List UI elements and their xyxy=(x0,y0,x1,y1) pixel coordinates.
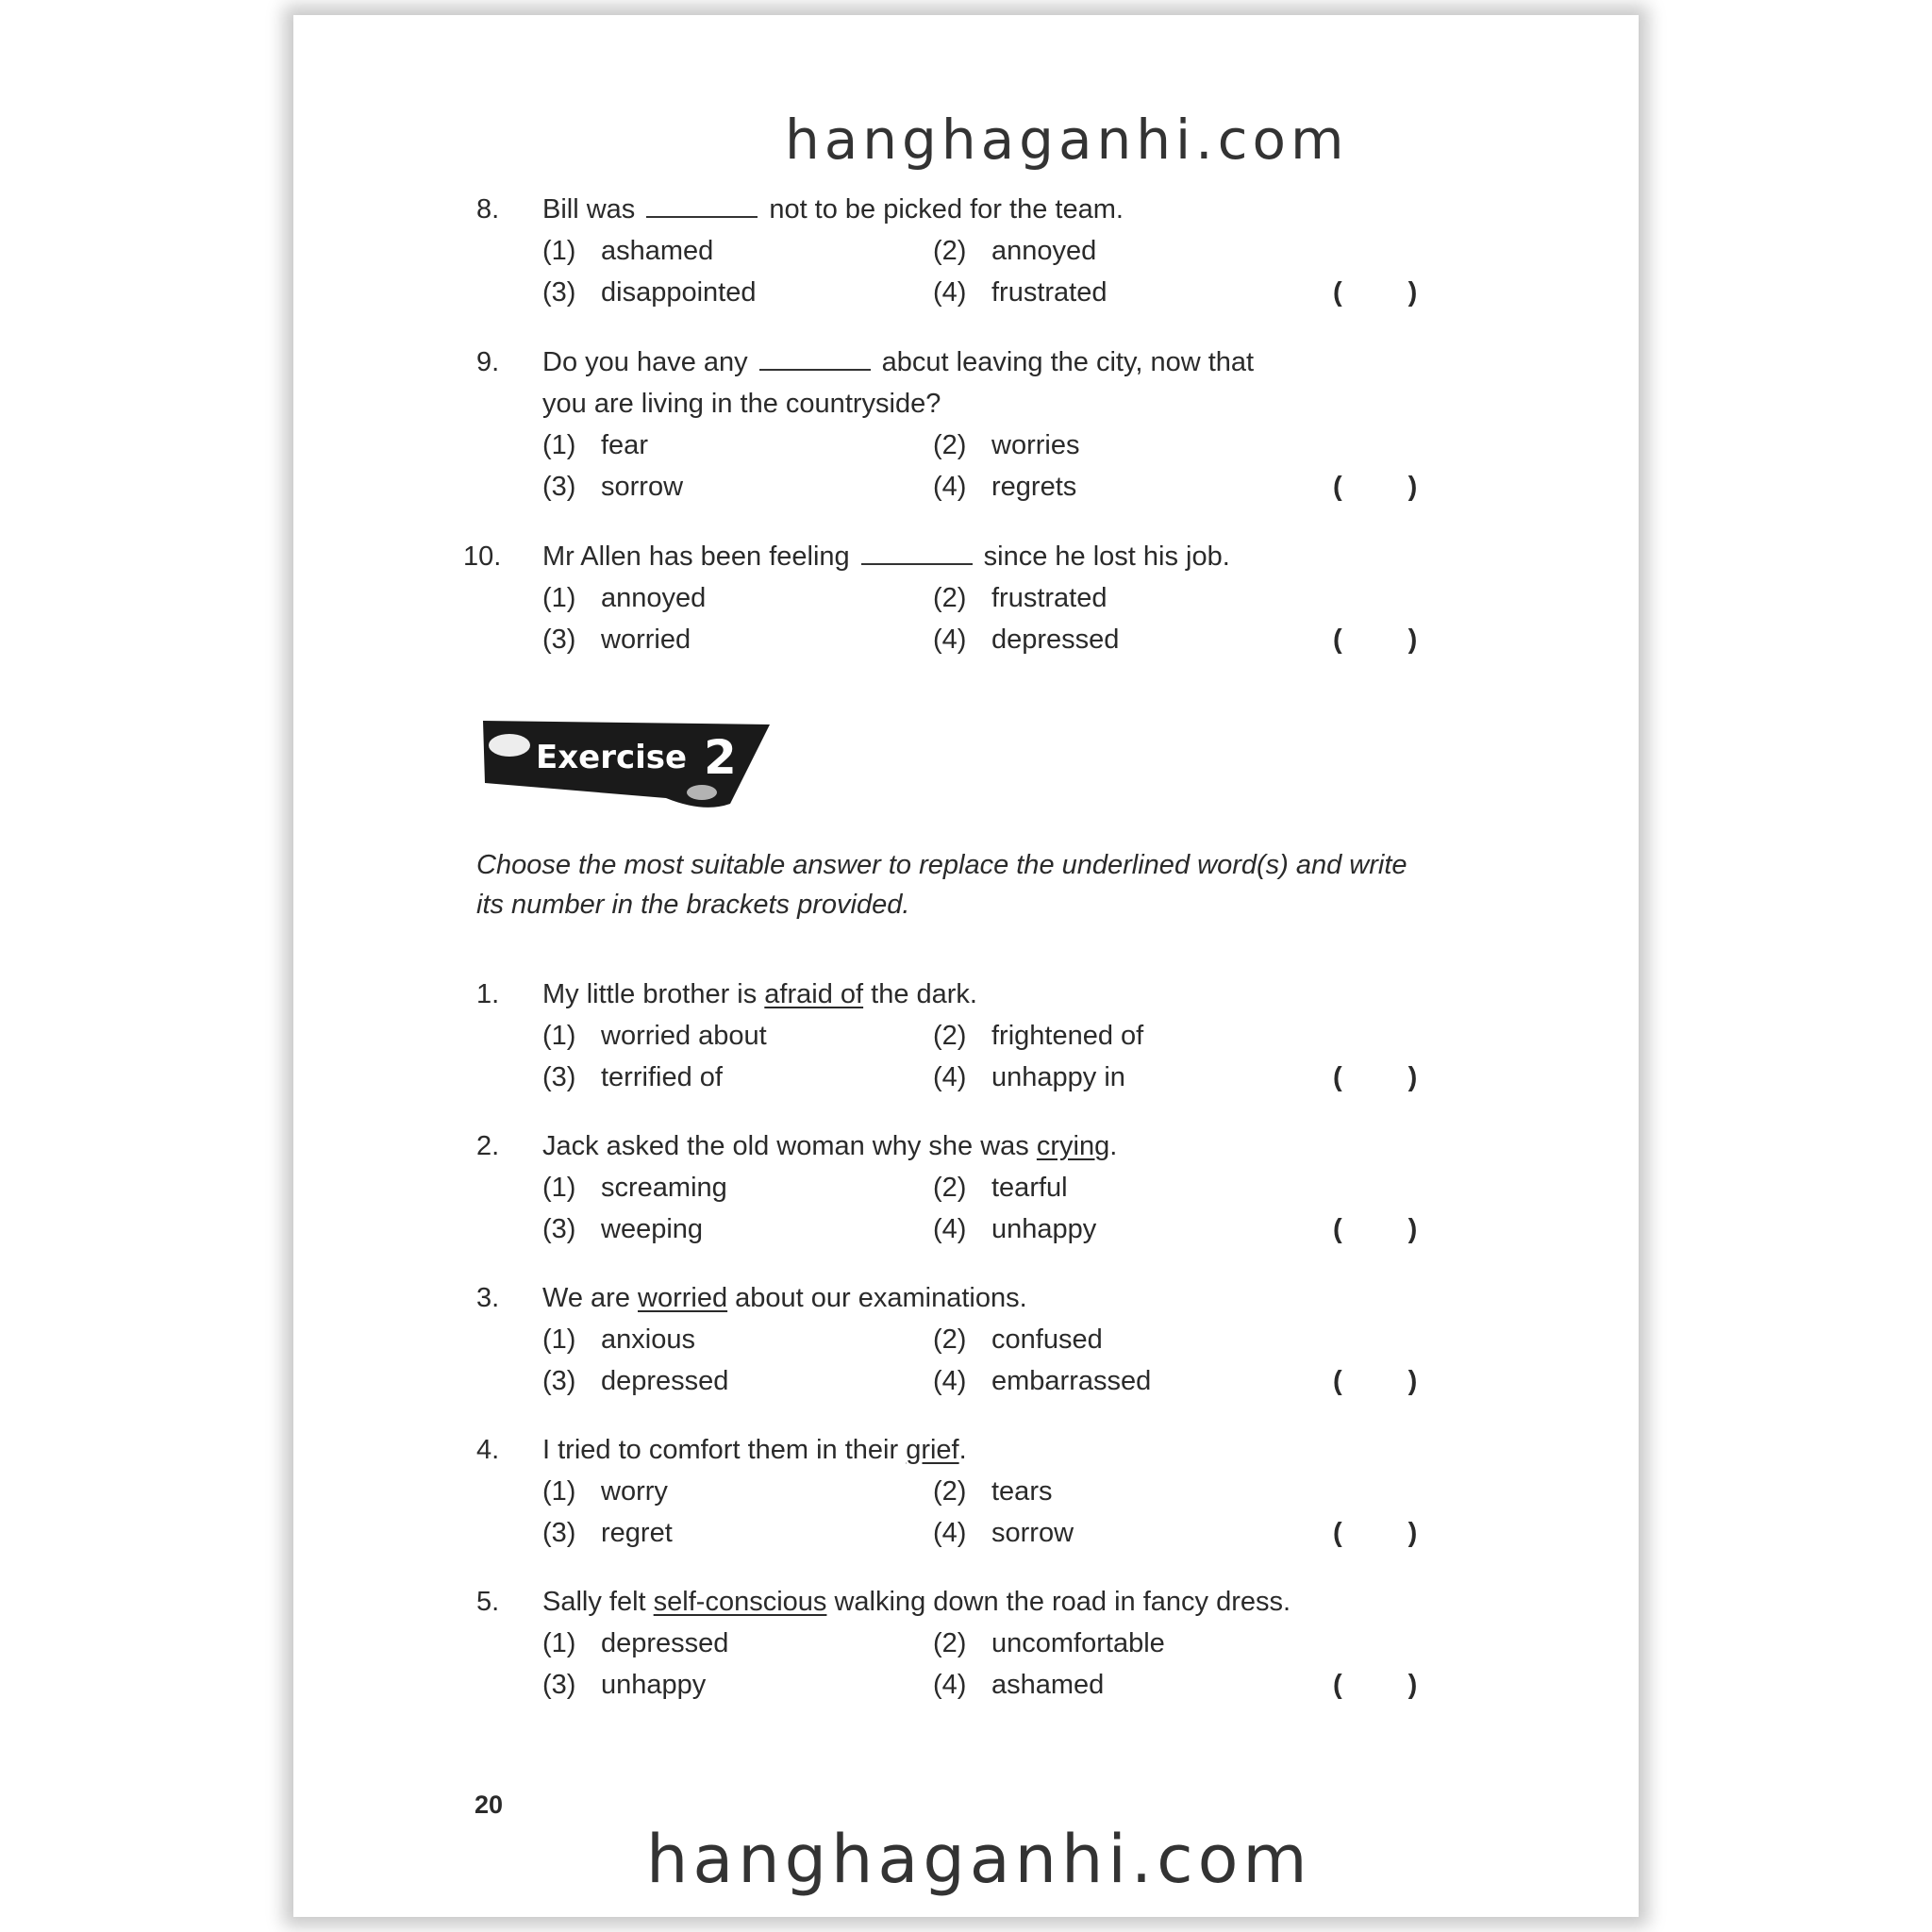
option-2: (2) uncomfortable xyxy=(933,1628,1165,1658)
option-1: (1) annoyed xyxy=(542,583,707,613)
answer-brackets[interactable]: ( ) xyxy=(1333,1214,1418,1244)
exercise-number: 2 xyxy=(704,730,737,785)
option-4: (4) embarrassed xyxy=(933,1366,1152,1396)
option-2: (2) frightened of xyxy=(933,1021,1144,1051)
watermark-bottom: hanghaganhi.com xyxy=(646,1821,1312,1898)
question-text-after: . xyxy=(1109,1131,1118,1161)
question-text-before: Jack asked the old woman why she was xyxy=(542,1131,1037,1161)
question-10 xyxy=(463,536,1439,660)
question-text-after: about our examinations. xyxy=(727,1283,1027,1313)
option-2: (2) worries xyxy=(933,430,1080,460)
question-number: 4. xyxy=(476,1435,500,1465)
exercise-badge xyxy=(477,708,770,811)
answer-brackets[interactable]: ( ) xyxy=(1333,1062,1418,1092)
answer-brackets[interactable]: ( ) xyxy=(1333,1670,1418,1700)
question-text-after: abcut leaving the city, now that xyxy=(881,347,1255,377)
exercise-instructions: Choose the most suitable answer to replace the underlined word(s) and write its number in the brackets provided. xyxy=(476,850,1407,920)
option-1: (1) worried about xyxy=(542,1021,767,1051)
underlined-word: worried xyxy=(638,1283,728,1313)
option-3: (3) sorrow xyxy=(542,472,684,502)
question-2-5 xyxy=(476,1581,1439,1706)
underlined-word: grief xyxy=(906,1435,959,1465)
underlined-word: afraid of xyxy=(764,979,864,1009)
answer-blank xyxy=(861,537,973,565)
option-3: (3) terrified of xyxy=(542,1062,723,1092)
option-3: (3) disappointed xyxy=(542,277,757,308)
question-number: 10. xyxy=(463,541,502,572)
question-number: 5. xyxy=(476,1587,500,1617)
question-text-before: Bill was xyxy=(542,194,636,225)
option-2: (2) tearful xyxy=(933,1173,1068,1203)
worksheet-page xyxy=(293,15,1639,1917)
option-2: (2) confused xyxy=(933,1324,1103,1355)
option-2: (2) frustrated xyxy=(933,583,1108,613)
question-text-after: not to be picked for the team. xyxy=(769,194,1124,225)
option-4: (4) ashamed xyxy=(933,1670,1105,1700)
option-1: (1) ashamed xyxy=(542,236,714,266)
question-text-after: the dark. xyxy=(863,979,977,1009)
question-2-3 xyxy=(476,1277,1439,1402)
option-4: (4) unhappy xyxy=(933,1214,1097,1244)
question-2-2 xyxy=(476,1125,1439,1250)
answer-brackets[interactable]: ( ) xyxy=(1333,472,1418,502)
question-number: 8. xyxy=(476,194,500,225)
option-3: (3) unhappy xyxy=(542,1670,707,1700)
question-8 xyxy=(476,189,1439,313)
question-9 xyxy=(476,341,1439,508)
option-4: (4) depressed xyxy=(933,625,1120,655)
question-number: 3. xyxy=(476,1283,500,1313)
answer-brackets[interactable]: ( ) xyxy=(1333,1366,1418,1396)
question-text-before: Do you have any xyxy=(542,347,748,377)
question-number: 2. xyxy=(476,1131,500,1161)
question-2-1 xyxy=(476,974,1439,1098)
question-text-after: since he lost his job. xyxy=(983,541,1230,572)
underlined-word: crying xyxy=(1036,1131,1110,1161)
exercise-label: Exercise xyxy=(536,739,688,776)
answer-brackets[interactable]: ( ) xyxy=(1333,1518,1418,1548)
question-text-continuation: you are living in the countryside? xyxy=(542,389,941,419)
option-1: (1) worry xyxy=(542,1476,668,1507)
answer-brackets[interactable]: ( ) xyxy=(1333,625,1418,655)
question-number: 1. xyxy=(476,979,500,1009)
option-1: (1) fear xyxy=(542,430,648,460)
question-text-before: I tried to comfort them in their xyxy=(542,1435,907,1465)
option-4: (4) regrets xyxy=(933,472,1077,502)
option-3: (3) weeping xyxy=(542,1214,704,1244)
option-1: (1) anxious xyxy=(542,1324,695,1355)
option-2: (2) tears xyxy=(933,1476,1053,1507)
option-4: (4) frustrated xyxy=(933,277,1108,308)
question-text-before: Sally felt xyxy=(542,1587,654,1617)
answer-brackets[interactable]: ( ) xyxy=(1333,277,1418,308)
question-text-before: We are xyxy=(542,1283,639,1313)
underlined-word: self-conscious xyxy=(653,1587,827,1617)
option-2: (2) annoyed xyxy=(933,236,1097,266)
option-3: (3) depressed xyxy=(542,1366,729,1396)
option-1: (1) screaming xyxy=(542,1173,727,1203)
watermark-top: hanghaganhi.com xyxy=(785,108,1349,172)
question-number: 9. xyxy=(476,347,500,377)
question-text-before: Mr Allen has been feeling xyxy=(542,541,850,572)
answer-blank xyxy=(646,190,758,218)
page-number: 20 xyxy=(475,1790,504,1819)
option-3: (3) worried xyxy=(542,625,691,655)
question-text-after: . xyxy=(958,1435,967,1465)
question-2-4 xyxy=(476,1429,1439,1554)
question-text-before: My little brother is xyxy=(542,979,765,1009)
option-4: (4) unhappy in xyxy=(933,1062,1125,1092)
question-text-after: walking down the road in fancy dress. xyxy=(826,1587,1291,1617)
answer-blank xyxy=(759,342,871,371)
option-1: (1) depressed xyxy=(542,1628,729,1658)
option-4: (4) sorrow xyxy=(933,1518,1074,1548)
option-3: (3) regret xyxy=(542,1518,673,1548)
